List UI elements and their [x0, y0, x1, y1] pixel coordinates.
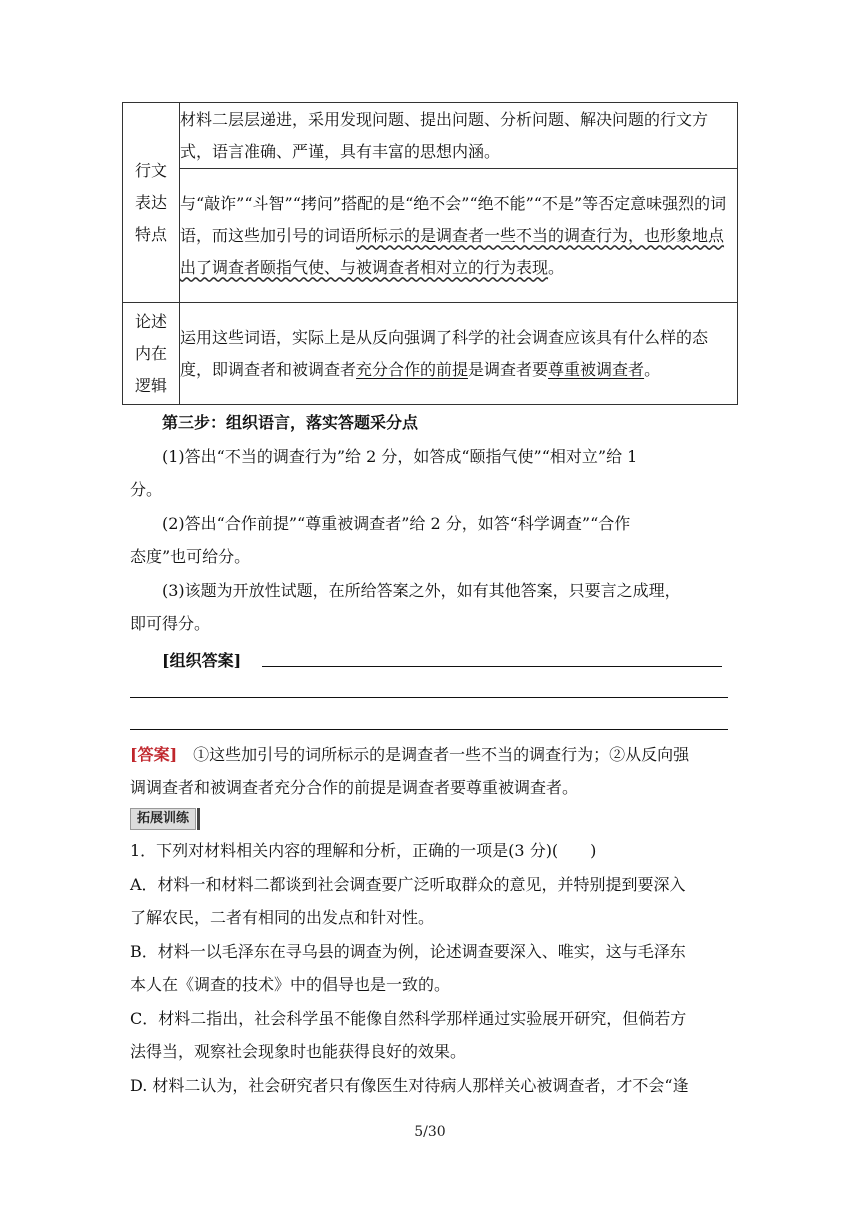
scoring-point-1: (1)答出“不当的调查行为”给 2 分，如答成“颐指气使”“相对立”给 1 [162, 447, 638, 466]
answer-blank-line [262, 666, 722, 667]
table-cell [180, 303, 738, 405]
cell-text: 。 [548, 257, 565, 277]
answer-label: [答案] [130, 745, 178, 764]
answer-blank-line [130, 697, 728, 698]
scoring-point-3: (3)该题为开放性试题，在所给答案之外，如有其他答案，只要言之成理， [162, 581, 681, 600]
organize-answer-label: [组织答案] [162, 651, 242, 670]
cell-text: 与“敲诈”“斗智”“拷问”搭配的是“绝不会”“绝不能”“不是”等否定意味强烈的词语，而这些加引号的词语 [180, 193, 727, 245]
header-line: 行文 [134, 160, 167, 180]
training-tag: 拓展训练 [130, 808, 196, 830]
scoring-point-2-cont: 态度”也可给分。 [130, 547, 251, 566]
option-c: C．材料二指出，社会科学虽不能像自然科学那样通过实验展开研究，但倘若方 [130, 1009, 687, 1028]
table-cell: 材料二层层递进，采用发现问题、提出问题、分析问题、解决问题的行文方式，语言准确、严谨，具有丰富的思想内涵。 [180, 103, 738, 169]
cell-text: 是调查者要 [468, 359, 549, 379]
cell-text: 。 [644, 359, 661, 379]
step3-title: 第三步：组织语言，落实答题采分点 [162, 413, 419, 432]
header-line: 内在 [134, 343, 167, 363]
table-header-logic [123, 303, 180, 405]
cell-text: 运用这些词语，实际上是从反向强调了科学的社会调查应该具有什么样的态度，即调查者和被调查者 [180, 327, 709, 379]
table-header-expression [123, 103, 180, 303]
option-a-cont: 了解农民，二者有相同的出发点和针对性。 [130, 908, 435, 927]
answer-line-1 [130, 738, 734, 771]
scoring-point-2: (2)答出“合作前提”“尊重被调查者”给 2 分，如答“科学调查”“合作 [162, 514, 631, 533]
analysis-table [122, 102, 738, 405]
header-line: 表达 [134, 192, 167, 212]
option-b-cont: 本人在《调查的技术》中的倡导也是一致的。 [130, 975, 451, 994]
underlined-text: 充分合作的前提 [356, 359, 469, 379]
header-line: 论述 [134, 311, 167, 331]
underlined-text: 尊重被调查者 [548, 359, 645, 379]
answer-blank-line [130, 729, 728, 730]
question-1: 1．下列对材料相关内容的理解和分析，正确的一项是(3 分)( ) [130, 841, 597, 860]
table-cell [180, 169, 738, 303]
header-line: 特点 [134, 224, 167, 244]
header-line: 逻辑 [134, 375, 167, 395]
wavy-underlined-text: 所标示的是调查者一些不当的调查行为，也形象地点出了调查者颐指气使、与被调查者相对立的行为表现 [180, 225, 725, 277]
scoring-point-1-cont: 分。 [130, 480, 163, 499]
option-a: A．材料一和材料二都谈到社会调查要广泛听取群众的意见，并特别提到要深入 [130, 875, 686, 894]
answer-text: ①这些加引号的词所标示的是调查者一些不当的调查行为；②从反向强 [193, 745, 690, 764]
option-c-cont: 法得当，观察社会现象时也能获得良好的效果。 [130, 1042, 467, 1061]
page-number: 5/30 [414, 1124, 446, 1140]
option-d: D. 材料二认为，社会研究者只有像医生对待病人那样关心被调查者，才不会“逢 [130, 1076, 689, 1095]
option-b: B．材料一以毛泽东在寻乌县的调查为例，论述调查要深入、唯实，这与毛泽东 [130, 942, 686, 961]
scoring-point-3-cont: 即可得分。 [130, 614, 211, 633]
answer-line-2: 调调查者和被调查者充分合作的前提是调查者要尊重被调查者。 [130, 778, 579, 797]
